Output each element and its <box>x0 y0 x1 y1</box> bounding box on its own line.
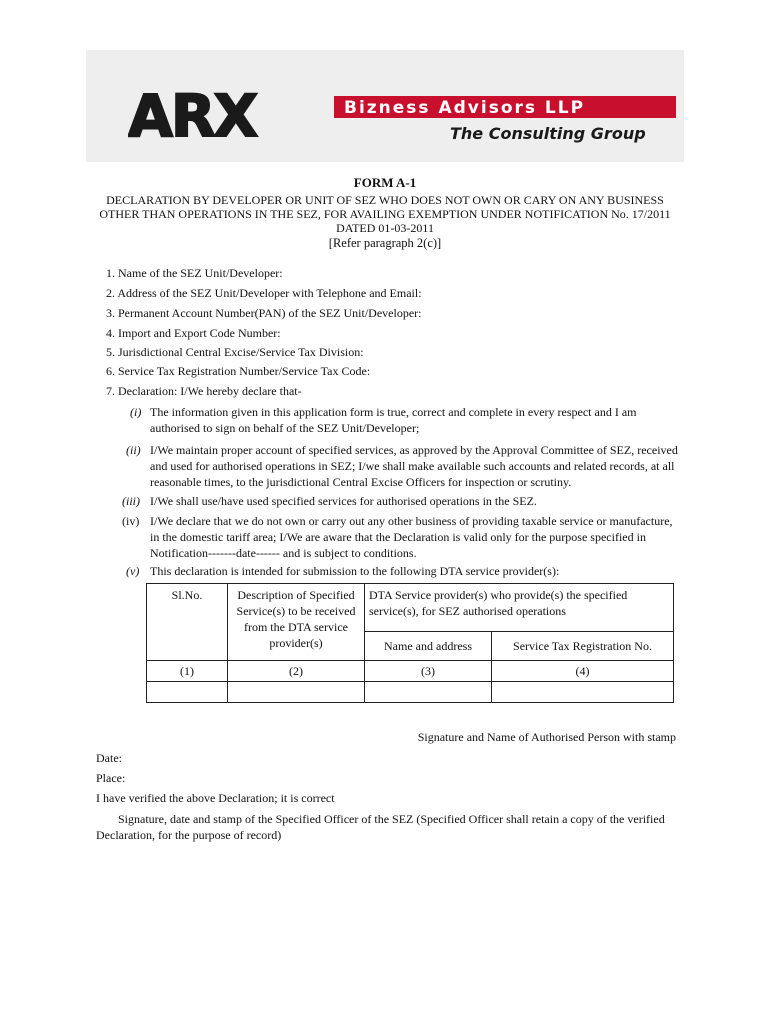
table-cell[interactable] <box>228 682 365 703</box>
declaration-line: This declaration is intended for submission to the following DTA service provider(s): <box>150 564 560 578</box>
item-declaration: 7. Declaration: I/We hereby declare that- <box>106 384 302 398</box>
item-service-tax: 6. Service Tax Registration Number/Service Tax Code: <box>106 364 371 378</box>
header-name-address: Name and address <box>365 632 492 661</box>
declaration-number: (iv) <box>122 514 140 528</box>
table-cell[interactable] <box>147 682 228 703</box>
declaration-title-line: DECLARATION BY DEVELOPER OR UNIT OF SEZ WHO DOES NOT OWN OR CARY ON ANY BUSINESS <box>106 193 664 207</box>
col-number: (2) <box>228 661 365 682</box>
header-description: Description of Specified Service(s) to be received from the DTA service provider(s) <box>228 584 365 661</box>
declaration-number: (i) <box>130 405 142 419</box>
officer-note-line: Declaration, for the purpose of record) <box>96 828 282 842</box>
header-dta-provider: DTA Service provider(s) who provide(s) the specified service(s), for SEZ authorised operations <box>365 584 674 632</box>
form-number: FORM A-1 <box>353 175 417 190</box>
declaration-title-line: OTHER THAN OPERATIONS IN THE SEZ, FOR AVAILING EXEMPTION UNDER NOTIFICATION No. 17/2011 <box>99 207 671 221</box>
declaration-line: and used for authorised operations in SEZ; I/we shall make available such accounts and related records, at all <box>150 459 675 473</box>
logo-mark: ARX <box>128 86 257 144</box>
col-number: (3) <box>365 661 492 682</box>
declaration-iii <box>106 493 684 511</box>
declaration-line: I/We maintain proper account of specified services, as approved by the Approval Committee of SEZ, received <box>150 443 678 457</box>
table-row <box>147 682 674 703</box>
col-number: (1) <box>147 661 228 682</box>
signature-line: Signature and Name of Authorised Person with stamp <box>417 730 676 744</box>
item-excise-division: 5. Jurisdictional Central Excise/Service Tax Division: <box>106 345 364 359</box>
table-row <box>147 661 674 682</box>
item-address: 2. Address of the SEZ Unit/Developer with Telephone and Email: <box>106 286 422 300</box>
item-iec: 4. Import and Export Code Number: <box>106 326 281 340</box>
declaration-line: reasonable times, to the jurisdictional Central Excise Officers for inspection or scrutiny. <box>150 475 572 489</box>
declaration-line: Notification-------date------ and is subject to conditions. <box>150 546 417 560</box>
header-service-tax-reg: Service Tax Registration No. <box>492 632 674 661</box>
verified-statement: I have verified the above Declaration; it is correct <box>96 791 335 805</box>
declaration-i <box>106 404 684 438</box>
declaration-ii <box>106 442 684 492</box>
declaration-line: I/We declare that we do not own or carry out any other business of providing taxable service or manufacture, <box>150 514 673 528</box>
declaration-line: The information given in this application form is true, correct and complete in every respect and I am <box>150 405 637 419</box>
item-sez-name: 1. Name of the SEZ Unit/Developer: <box>106 266 283 280</box>
table-cell[interactable] <box>492 682 674 703</box>
dta-service-table <box>146 583 674 703</box>
table-cell[interactable] <box>365 682 492 703</box>
officer-note <box>96 811 678 843</box>
declaration-number: (iii) <box>122 494 140 508</box>
item-pan: 3. Permanent Account Number(PAN) of the SEZ Unit/Developer: <box>106 306 422 320</box>
declaration-line: in the domestic tariff area; I/We are aware that the Declaration is valid only for the purpose specified in <box>150 530 646 544</box>
declaration-number: (ii) <box>126 443 141 457</box>
header-sl-no: Sl.No. <box>147 584 228 661</box>
declaration-number: (v) <box>126 564 140 578</box>
logo-company: Bizness Advisors LLP <box>344 98 586 118</box>
declaration-v <box>106 563 684 581</box>
declaration-title-line: DATED 01-03-2011 <box>336 221 434 235</box>
paragraph-reference: [Refer paragraph 2(c)] <box>328 236 442 250</box>
place-label: Place: <box>96 771 126 785</box>
date-label: Date: <box>96 751 122 765</box>
company-logo <box>128 86 676 144</box>
declaration-iv <box>106 513 684 563</box>
declaration-title <box>0 193 770 235</box>
col-number: (4) <box>492 661 674 682</box>
declaration-line: authorised to sign on behalf of the SEZ Unit/Developer; <box>150 421 420 435</box>
officer-note-line: Signature, date and stamp of the Specified Officer of the SEZ (Specified Officer shall retain a copy of the verified <box>118 812 665 826</box>
logo-tagline: The Consulting Group <box>450 124 646 143</box>
declaration-line: I/We shall use/have used specified services for authorised operations in the SEZ. <box>150 494 537 508</box>
